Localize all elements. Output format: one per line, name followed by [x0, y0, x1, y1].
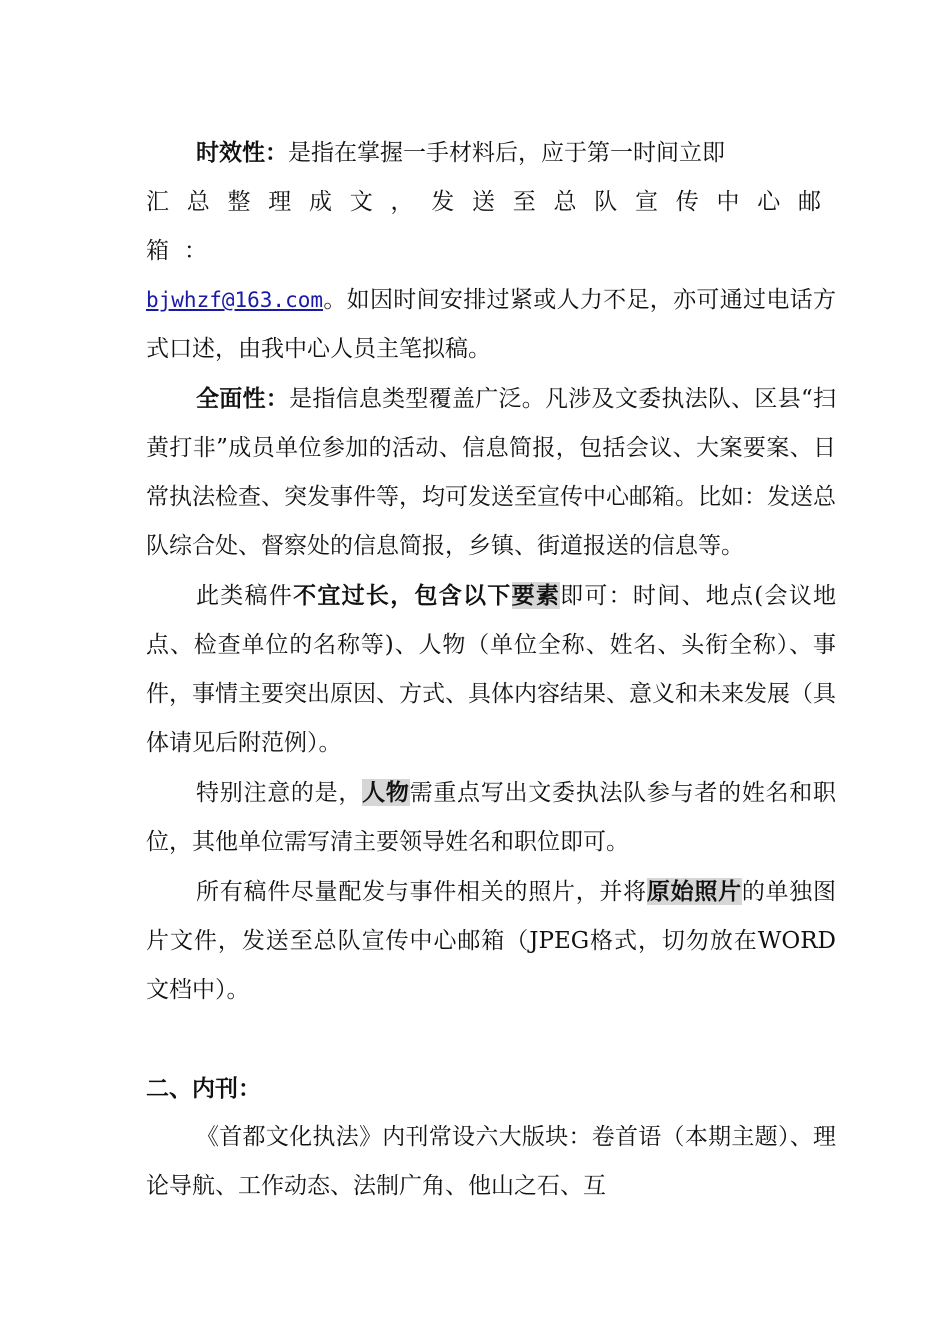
paragraph-comprehensiveness [146, 374, 836, 571]
timeliness-line2: 汇总整理成文，发送至总队宣传中心邮箱： [146, 189, 836, 264]
section-heading: 二、内刊： [146, 1075, 261, 1102]
paragraph-people [146, 768, 836, 867]
photos-text-a: 所有稿件尽量配发与事件相关的照片，并将 [196, 879, 647, 905]
elements-comma: ， [390, 582, 415, 609]
timeliness-text-a: 是指在掌握一手材料后，应于第一时间立即 [288, 140, 725, 166]
photos-bold: 原始照片 [646, 878, 742, 905]
document-page [146, 128, 836, 1211]
elements-bold-a: 不宜过长 [293, 582, 391, 609]
people-text-b: 需重点写出文委执法队参与者的姓名和职位，其他单位需写清主要领导姓名和职位即可。 [146, 780, 837, 855]
email-link[interactable]: bjwhzf@163.com [146, 288, 324, 312]
paragraph-journal [146, 1113, 836, 1211]
elements-text-b: 即可：时间、地点(会议地点、检查单位的名称等)、人物（单位全称、姓名、头衔全称）、事件，事情主要突出原因、方式、具体内容结果、意义和未来发展（具体请见后附范例）。 [146, 583, 837, 756]
elements-bold-b: 包含以下 [414, 582, 512, 609]
paragraph-elements [146, 571, 836, 768]
comprehensiveness-text: 是指信息类型覆盖广泛。凡涉及文委执法队、区县“扫黄打非”成员单位参加的活动、信息简报，包括会议、大案要案、日常执法检查、突发事件等，均可发送至宣传中心邮箱。比如：发送总队综合处、督察处的信息简报，乡镇、街道报送的信息等。 [146, 386, 836, 559]
elements-bold-c: 要素 [511, 582, 561, 609]
paragraph-photos [146, 867, 836, 1015]
journal-text: 《首都文化执法》内刊常设六大版块：卷首语（本期主题）、理论导航、工作动态、法制广角、他山之石、互 [146, 1124, 836, 1199]
timeliness-label: 时效性： [196, 139, 288, 166]
section-spacer [146, 1015, 836, 1064]
people-text-a: 特别注意的是， [196, 780, 363, 806]
timeliness-text-b: 。如因时间安排过紧或人力不足，亦可通过电话方式口述，由我中心人员主笔拟稿。 [146, 287, 836, 362]
paragraph-timeliness [146, 128, 836, 374]
elements-text-a: 此类稿件 [196, 583, 294, 609]
comprehensiveness-label: 全面性： [196, 385, 290, 412]
people-bold: 人物 [362, 779, 410, 806]
photos-text-b: 的单独图片文件，发送至总队宣传中心邮箱（JPEG格式，切勿放在WORD文档中）。 [146, 879, 837, 1003]
